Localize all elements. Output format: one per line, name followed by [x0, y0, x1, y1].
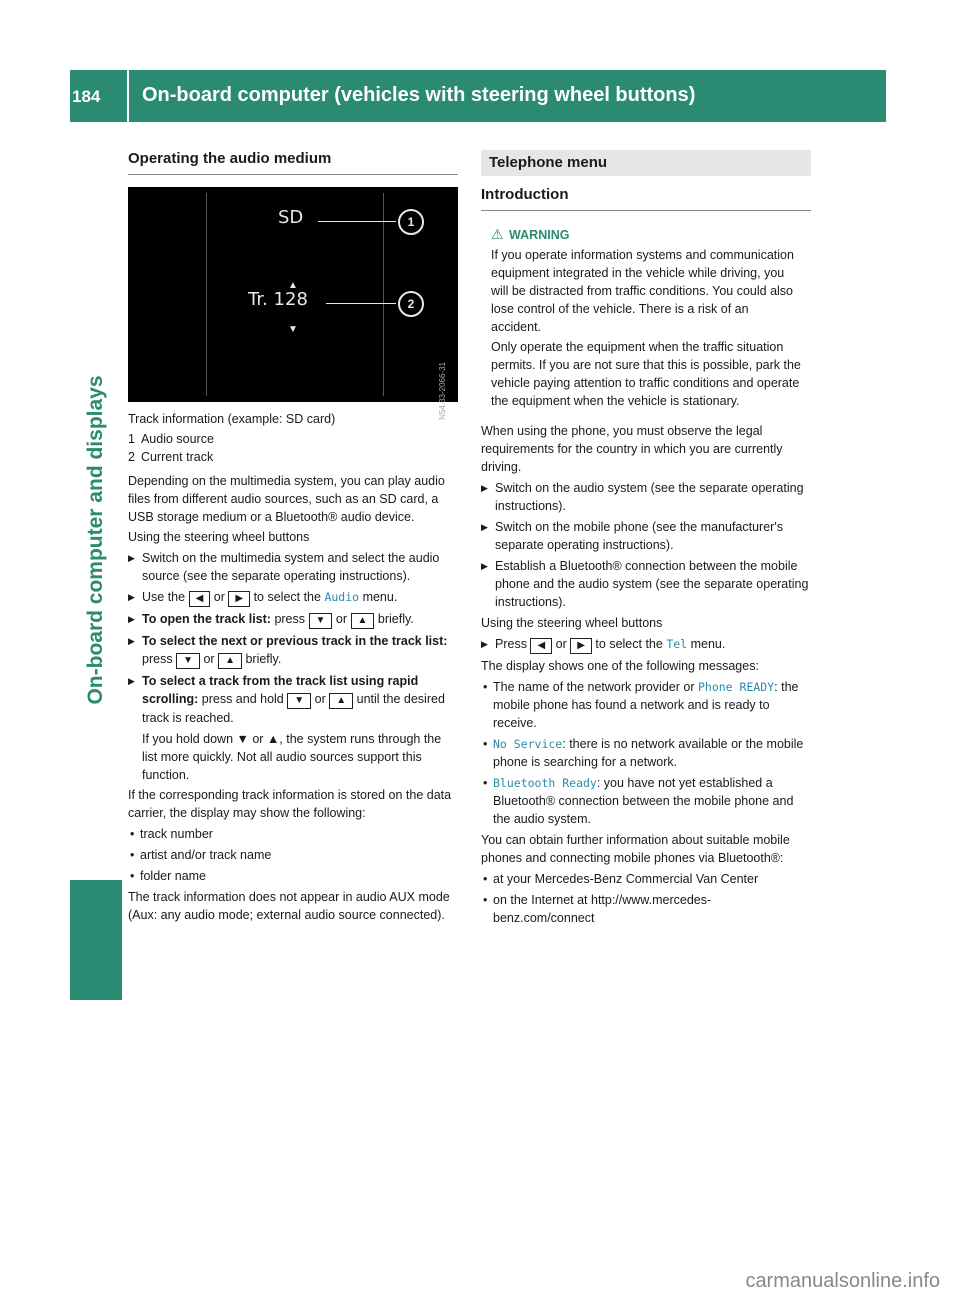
- up-key-icon: ▲: [351, 613, 375, 629]
- page-number: 184: [72, 87, 101, 106]
- legend-text: Audio source: [140, 432, 214, 446]
- display-source: SD: [278, 207, 304, 228]
- subheading: Introduction: [481, 186, 811, 211]
- action-step: ▶ Switch on the audio system (see the separate operating instructions).: [481, 479, 811, 515]
- header-divider: [127, 70, 129, 122]
- text: Use the: [142, 590, 186, 604]
- text: press: [274, 612, 306, 626]
- step-note: If you hold down ▼ or ▲, the system runs through the list more quickly. Not all audio sources support this function.: [142, 732, 442, 782]
- text: briefly.: [377, 612, 414, 626]
- down-arrow-icon: ▼: [288, 324, 298, 335]
- legend-item: [128, 448, 458, 466]
- text: menu.: [690, 637, 726, 651]
- down-key-icon: ▼: [176, 653, 200, 669]
- action-step: ▶ Switch on the multimedia system and select the audio source (see the separate operating instructions).: [128, 549, 458, 585]
- right-column: [481, 150, 811, 930]
- list-item: • on the Internet at http://www.mercedes-benz.com/connect: [481, 891, 811, 927]
- up-key-icon: ▲: [218, 653, 242, 669]
- step-title: To select the next or previous track in the track list:: [142, 634, 448, 648]
- paragraph: If the corresponding track information is stored on the data carrier, the display may show the following:: [128, 788, 452, 820]
- page-title: On-board computer (vehicles with steering wheel buttons): [142, 84, 696, 106]
- text: press and hold: [201, 692, 284, 706]
- warning-box: [481, 217, 811, 420]
- action-step: ▶ Establish a Bluetooth® connection between the mobile phone and the audio system (see the separate operating instructions).: [481, 557, 811, 611]
- list-item: [481, 678, 811, 732]
- figure-caption: Track information (example: SD card): [128, 412, 336, 426]
- section-heading: Operating the audio medium: [128, 150, 458, 175]
- step-title: To select a track from the track list using rapid scrolling:: [142, 674, 419, 706]
- text: or: [314, 692, 326, 706]
- warning-text: If you operate information systems and communication equipment integrated in the vehicle while driving, you will be distracted from traffic conditions. You could also lose control of the vehicle. There is a risk of an accident.: [491, 248, 794, 334]
- list-item: [481, 774, 811, 828]
- text: or: [555, 637, 567, 651]
- action-step: [128, 632, 458, 669]
- left-column: [128, 150, 458, 926]
- list-item: • at your Mercedes-Benz Commercial Van Center: [481, 870, 811, 888]
- warning-icon: ⚠: [491, 226, 504, 242]
- down-key-icon: ▼: [309, 613, 333, 629]
- display-message: Phone READY: [697, 680, 775, 694]
- text: : you have not yet established a Bluetooth® connection between the mobile phone and the audio system.: [493, 776, 794, 826]
- paragraph: The display shows one of the following messages:: [481, 659, 759, 673]
- menu-name: Audio: [324, 590, 360, 604]
- left-key-icon: ◀: [530, 638, 552, 654]
- callout-2: 2: [398, 291, 424, 317]
- text: : there is no network available or the mobile phone is searching for a network.: [493, 737, 804, 769]
- text: or: [213, 590, 225, 604]
- warning-title: WARNING: [509, 228, 570, 242]
- callout-line: [326, 303, 396, 304]
- action-step: [128, 610, 458, 629]
- paragraph: Using the steering wheel buttons: [128, 530, 310, 544]
- step-title: To open the track list:: [142, 612, 271, 626]
- paragraph: You can obtain further information about suitable mobile phones and connecting mobile phones via Bluetooth®:: [481, 833, 790, 865]
- action-step: [128, 672, 458, 727]
- left-key-icon: ◀: [189, 591, 211, 607]
- action-step: [481, 635, 811, 654]
- down-key-icon: ▼: [287, 693, 311, 709]
- text: or: [203, 652, 215, 666]
- warning-text: Only operate the equipment when the traffic situation permits. If you are not sure that this is possible, park the vehicle paying attention to traffic conditions and operate the equipment when the vehicle is stationary.: [491, 340, 801, 408]
- text: The name of the network provider or: [493, 680, 695, 694]
- list-item: • folder name: [128, 867, 458, 885]
- text: menu.: [362, 590, 398, 604]
- display-message: No Service: [493, 737, 563, 751]
- paragraph: Depending on the multimedia system, you can play audio files from different audio sources, such as an SD card, a USB storage medium or a Bluetooth® audio device.: [128, 474, 445, 524]
- action-step: [128, 588, 458, 607]
- legend-item: [128, 430, 458, 448]
- legend-num: 1: [128, 432, 135, 446]
- list-item: • artist and/or track name: [128, 846, 458, 864]
- text: to select the: [595, 637, 663, 651]
- up-key-icon: ▲: [329, 693, 353, 709]
- text: to select the: [253, 590, 321, 604]
- section-banner: [481, 150, 811, 176]
- section-heading: Telephone menu: [489, 154, 608, 171]
- paragraph: Using the steering wheel buttons: [481, 616, 663, 630]
- watermark: carmanualsonline.info: [745, 1270, 940, 1292]
- text: press: [142, 652, 173, 666]
- legend-text: Current track: [140, 450, 214, 464]
- list-item: • track number: [128, 825, 458, 843]
- text: : the mobile phone has found a network and is ready to receive.: [493, 680, 799, 730]
- paragraph: The track information does not appear in audio AUX mode (Aux: any audio mode; external audio source connected).: [128, 890, 450, 922]
- text: or: [335, 612, 348, 626]
- list-item: [481, 735, 811, 771]
- right-key-icon: ▶: [228, 591, 250, 607]
- text: until the desired track is reached.: [142, 692, 445, 725]
- callout-line: [318, 221, 396, 222]
- text: Press: [495, 637, 527, 651]
- menu-name: Tel: [666, 637, 688, 651]
- display-message: Bluetooth Ready: [493, 776, 597, 790]
- text: briefly.: [245, 652, 282, 666]
- legend-num: 2: [128, 450, 135, 464]
- display-track: Tr. 128: [248, 289, 308, 310]
- side-tab-marker: [70, 880, 122, 1000]
- right-key-icon: ▶: [570, 638, 592, 654]
- paragraph: When using the phone, you must observe the legal requirements for the country in which you are currently driving.: [481, 424, 783, 474]
- side-tab-label: On-board computer and displays: [84, 375, 107, 705]
- action-step: ▶ Switch on the mobile phone (see the manufacturer's separate operating instructions).: [481, 518, 811, 554]
- figure-code: N54.33-2066-31: [438, 362, 447, 420]
- up-arrow-icon: ▲: [288, 280, 298, 291]
- callout-1: 1: [398, 209, 424, 235]
